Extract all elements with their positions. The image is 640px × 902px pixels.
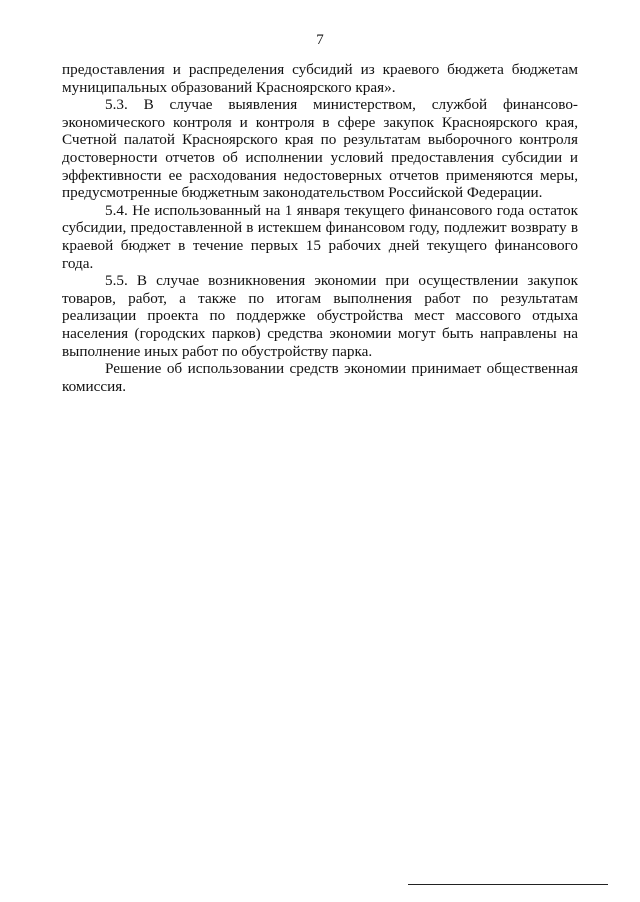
- page-number: 7: [316, 32, 324, 48]
- paragraph-5-4: 5.4. Не использованный на 1 января текущего финансового года остаток субсидии, предоставленной в истекшем финансовом году, подлежит возврату в краевой бюджет в течение первых 15 рабочих дней текущего финансового года.: [62, 201, 578, 272]
- footer-rule: [408, 884, 608, 885]
- document-body: [62, 61, 578, 395]
- paragraph-5-3: 5.3. В случае выявления министерством, службой финансово-экономического контроля и контроля в сфере закупок Красноярского края, Счетной палатой Красноярского края по результатам выборочного контроля достоверности отчетов об исполнении условий предоставления субсидии и эффективности ее расходования недостоверных отчетов применяются меры, предусмотренные бюджетным законодательством Российской Федерации.: [62, 96, 578, 202]
- paragraph-decision: Решение об использовании средств экономии принимает общественная комиссия.: [62, 360, 578, 395]
- paragraph-5-5: 5.5. В случае возникновения экономии при осуществлении закупок товаров, работ, а также по итогам выполнения работ по результатам реализации проекта по поддержке обустройства мест массового отдыха населения (городских парков) средства экономии могут быть направлены на выполнение иных работ по обустройству парка.: [62, 272, 578, 360]
- paragraph-continuation: предоставления и распределения субсидий из краевого бюджета бюджетам муниципальных образований Красноярского края».: [62, 61, 578, 96]
